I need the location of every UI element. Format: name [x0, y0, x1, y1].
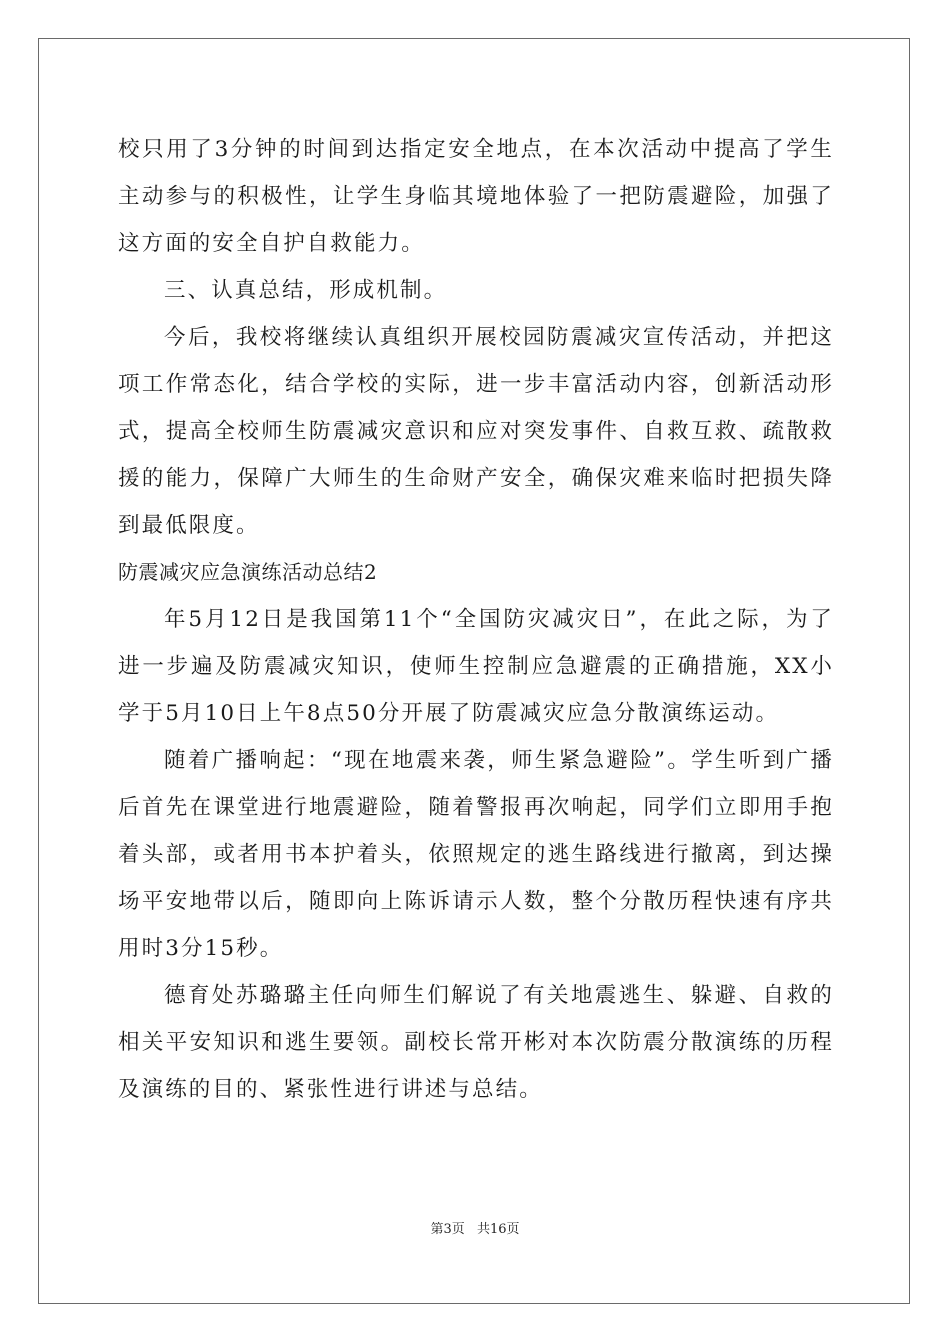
paragraph-continuation: 校只用了3分钟的时间到达指定安全地点，在本次活动中提高了学生主动参与的积极性，让学生身临其境地体验了一把防震避险，加强了这方面的安全自护自救能力。 — [118, 137, 834, 256]
paragraph-lecture: 德育处苏璐璐主任向师生们解说了有关地震逃生、躲避、自救的相关平安知识和逃生要领。副校长常开彬对本次防震分散演练的历程及演练的目的、紧张性进行讲述与总结。 — [118, 983, 834, 1102]
total-pages: 共16页 — [476, 1222, 520, 1237]
section-heading-three: 三、认真总结，形成机制。 — [164, 278, 448, 303]
paragraph-event-intro: 年5月12日是我国第11个“全国防灾减灾日”，在此之际，为了进一步遍及防震减灾知识，使师生控制应急避震的正确措施，XX小学于5月10日上午8点50分开展了防震减灾应急分散演练运动。 — [118, 607, 834, 726]
document-body — [118, 126, 834, 1113]
paragraph-drill-process: 随着广播响起：“现在地震来袭，师生紧急避险”。学生听到广播后首先在课堂进行地震避险，随着警报再次响起，同学们立即用手抱着头部，或者用书本护着头，依照规定的逃生路线进行撤离，到达操场平安地带以后，随即向上陈诉请示人数，整个分散历程快速有序共用时3分15秒。 — [118, 748, 834, 961]
document-title-2: 防震减灾应急演练活动总结2 — [118, 560, 378, 584]
page-number: 第3页 — [430, 1222, 465, 1237]
page-footer — [0, 1218, 950, 1237]
paragraph-future-plans: 今后，我校将继续认真组织开展校园防震减灾宣传活动，并把这项工作常态化，结合学校的实际，进一步丰富活动内容，创新活动形式，提高全校师生防震减灾意识和应对突发事件、自救互救、疏散救援的能力，保障广大师生的生命财产安全，确保灾难来临时把损失降到最低限度。 — [118, 325, 834, 538]
